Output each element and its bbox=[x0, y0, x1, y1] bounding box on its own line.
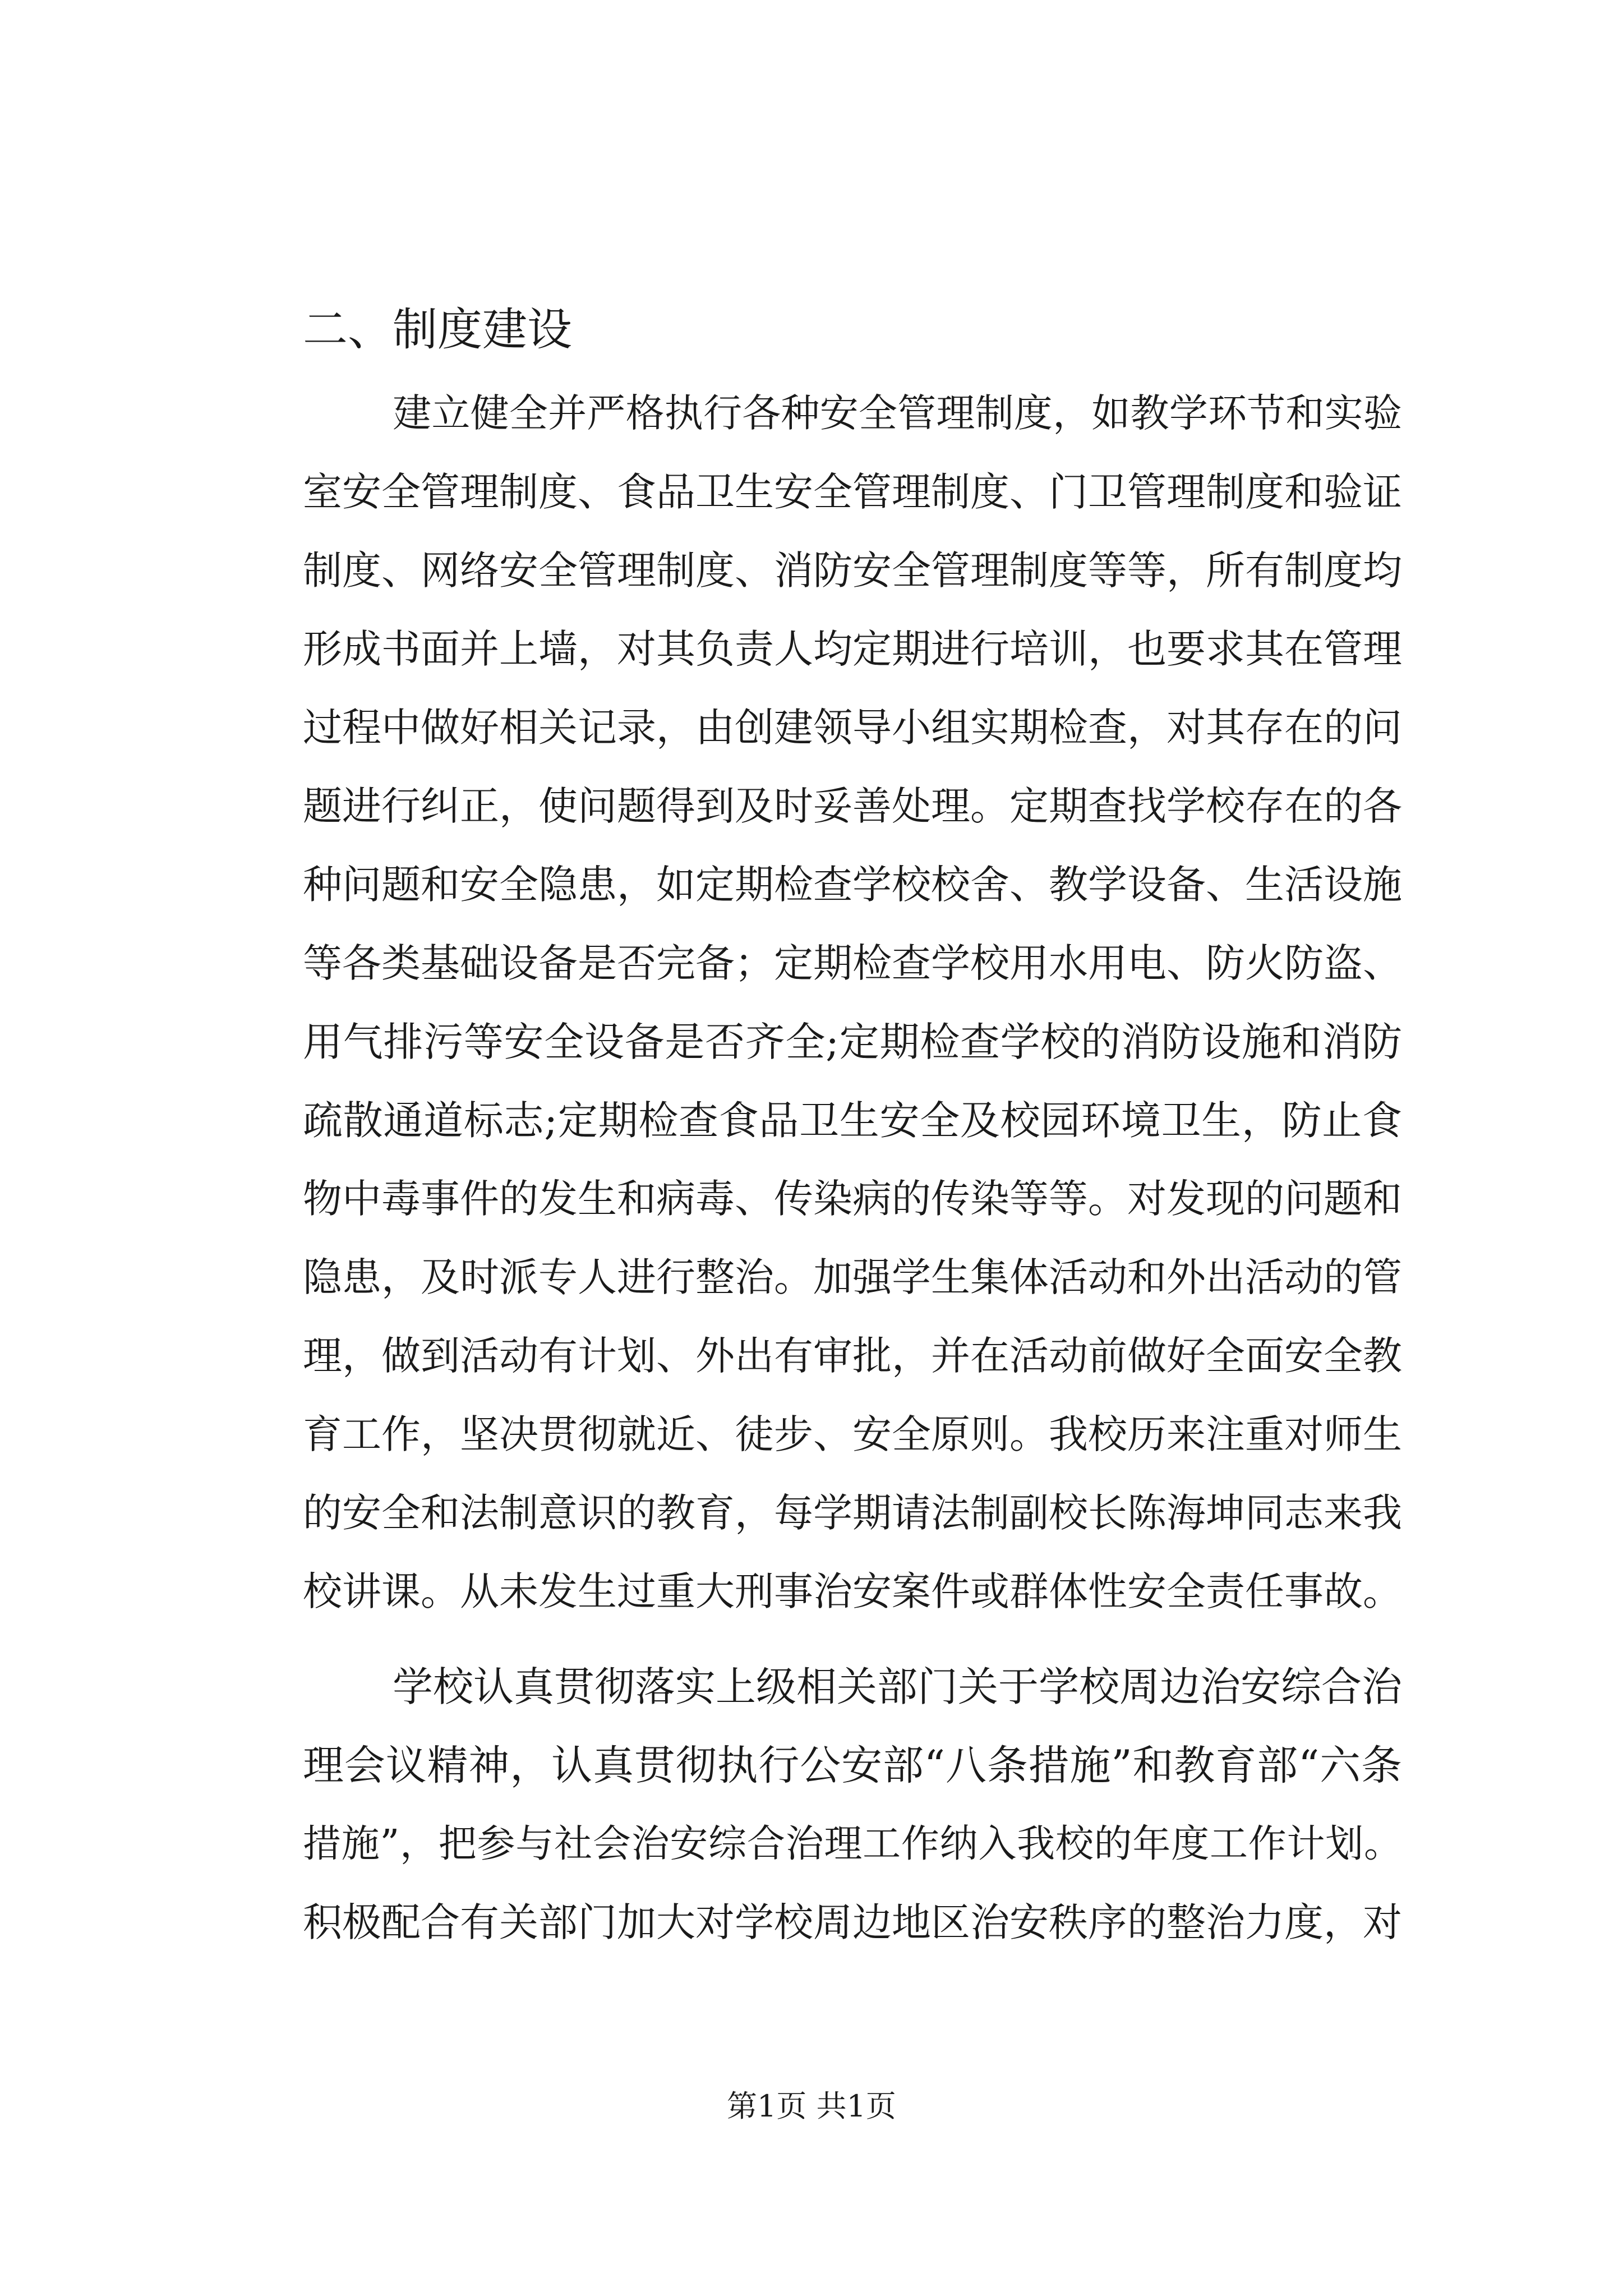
paragraph2-line-4: 积极配合有关部门加大对学校周边地区治安秩序的整治力度，对 bbox=[303, 1899, 1402, 1945]
paragraph1-line-8: 等各类基础设备是否完备；定期检查学校用水用电、防火防盗、 bbox=[303, 940, 1402, 986]
paragraph2-line-2: 理会议精神，认真贯彻执行公安部“八条措施”和教育部“六条 bbox=[303, 1742, 1402, 1789]
paragraph1-line-5: 过程中做好相关记录，由创建领导小组实期检查，对其存在的问 bbox=[303, 705, 1402, 751]
paragraph1-line-12: 隐患，及时派专人进行整治。加强学生集体活动和外出活动的管 bbox=[303, 1254, 1402, 1300]
paragraph1-line-4: 形成书面并上墙，对其负责人均定期进行培训，也要求其在管理 bbox=[303, 626, 1402, 672]
paragraph2-line-3: 措施”，把参与社会治安综合治理工作纳入我校的年度工作计划。 bbox=[303, 1822, 1402, 1866]
paragraph1-line-10: 疏散通道标志;定期检查食品卫生安全及校园环境卫生，防止食 bbox=[303, 1097, 1402, 1144]
paragraph1-line-2: 室安全管理制度、食品卫生安全管理制度、门卫管理制度和验证 bbox=[303, 469, 1402, 515]
section-heading: 二、制度建设 bbox=[303, 303, 572, 356]
paragraph1-line-9: 用气排污等安全设备是否齐全;定期检查学校的消防设施和消防 bbox=[303, 1019, 1402, 1065]
paragraph1-line-14: 育工作，坚决贯彻就近、徒步、安全原则。我校历来注重对师生 bbox=[303, 1411, 1402, 1457]
paragraph1-line-7: 种问题和安全隐患，如定期检查学校校舍、教学设备、生活设施 bbox=[303, 862, 1402, 908]
paragraph1-line-6: 题进行纠正，使问题得到及时妥善处理。定期查找学校存在的各 bbox=[303, 783, 1402, 829]
paragraph1-line-13: 理，做到活动有计划、外出有审批，并在活动前做好全面安全教 bbox=[303, 1333, 1402, 1379]
paragraph1-line-1: 建立健全并严格执行各种安全管理制度，如教学环节和实验 bbox=[393, 391, 1402, 436]
paragraph1-line-3: 制度、网络安全管理制度、消防安全管理制度等等，所有制度均 bbox=[303, 547, 1402, 593]
paragraph1-line-11: 物中毒事件的发生和病毒、传染病的传染等等。对发现的问题和 bbox=[303, 1176, 1402, 1222]
page-footer: 第1页 共1页 bbox=[727, 2088, 896, 2124]
paragraph2-line-1: 学校认真贯彻落实上级相关部门关于学校周边治安综合治 bbox=[393, 1663, 1402, 1710]
paragraph1-line-16: 校讲课。从未发生过重大刑事治安案件或群体性安全责任事故。 bbox=[303, 1568, 1402, 1614]
paragraph1-line-15: 的安全和法制意识的教育，每学期请法制副校长陈海坤同志来我 bbox=[303, 1490, 1402, 1536]
